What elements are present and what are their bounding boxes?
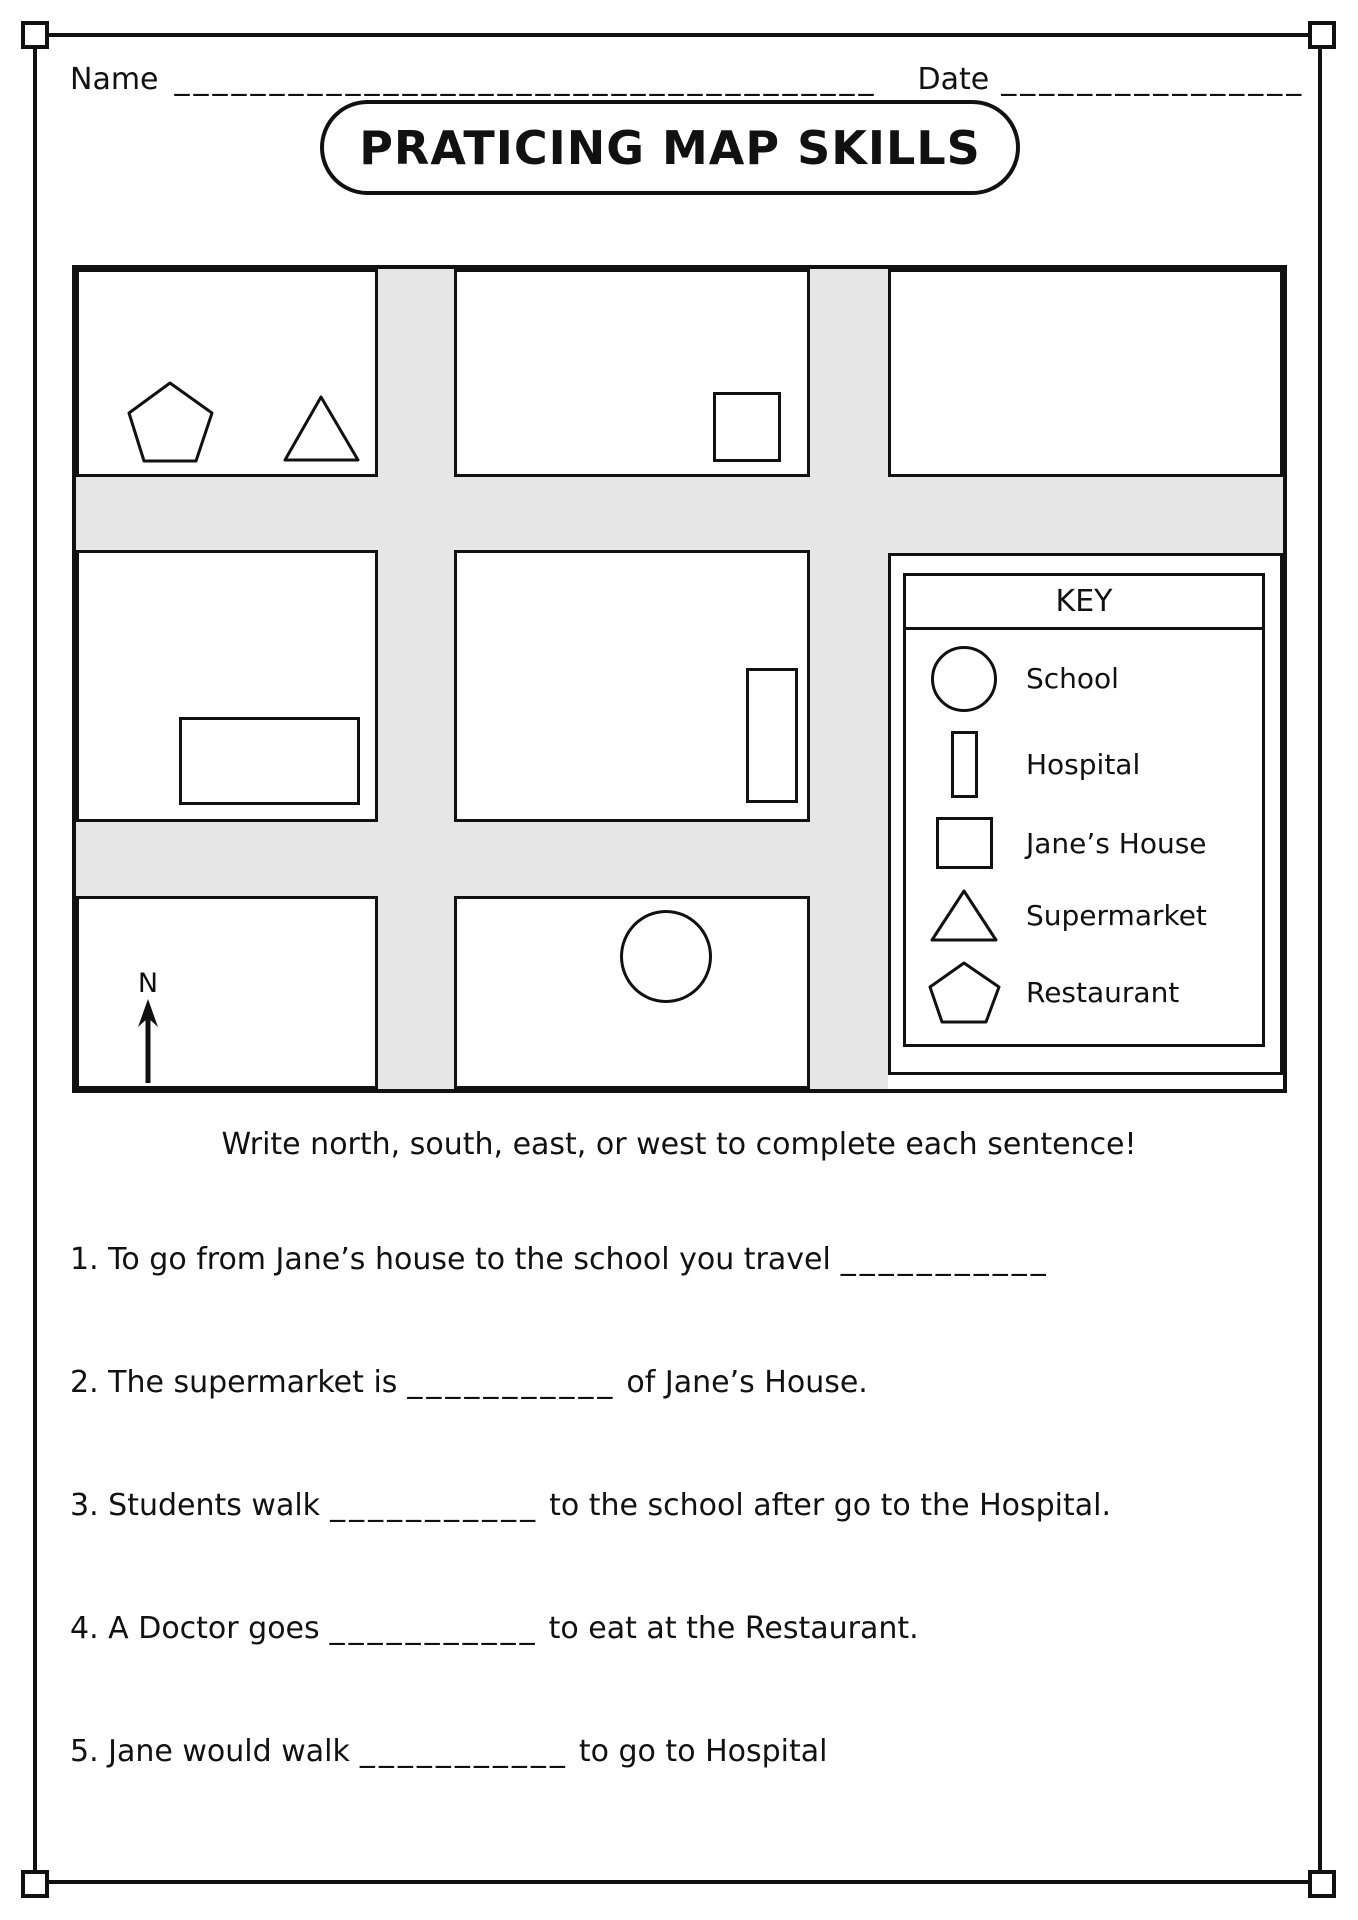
question-text: 5. Jane would walk: [70, 1734, 350, 1769]
north-label: N: [137, 968, 159, 999]
map-margin-below-key: [888, 1075, 1283, 1089]
frame-corner-square: [1308, 21, 1336, 49]
name-blank-line: _____________________________________: [174, 62, 878, 97]
key-item-janes-house: [906, 817, 1262, 869]
key-item-label: Jane’s House: [1026, 826, 1207, 860]
answer-blank-line: ___________: [329, 1611, 539, 1646]
key-items: [906, 630, 1262, 1044]
janes-house-square-symbol: [713, 392, 781, 462]
key-item-restaurant: [906, 961, 1262, 1024]
instruction-text: Write north, south, east, or west to complete each sentence!: [221, 1127, 1137, 1162]
question-2: [70, 1365, 868, 1400]
question-text: to go to Hospital: [578, 1734, 828, 1769]
key-item-supermarket: [906, 889, 1262, 942]
question-text: 2. The supermarket is: [70, 1365, 398, 1400]
answer-blank-line: ___________: [359, 1734, 569, 1769]
key-item-label: Hospital: [1026, 748, 1141, 782]
north-arrow-icon: [136, 999, 160, 1085]
question-4: [70, 1611, 919, 1646]
building-rectangle-symbol: [179, 717, 360, 805]
question-text: of Jane’s House.: [626, 1365, 868, 1400]
name-label: Name: [70, 62, 159, 97]
worksheet-title-box: [320, 100, 1020, 195]
question-text: 1. To go from Jane’s house to the school you travel: [70, 1242, 831, 1277]
answer-blank-line: ___________: [407, 1365, 617, 1400]
frame-corner-square: [21, 1870, 49, 1898]
hospital-rectangle-symbol: [746, 668, 798, 803]
school-circle-icon: [906, 646, 1010, 712]
key-item-label: Restaurant: [1026, 976, 1180, 1010]
restaurant-pentagon-symbol: [127, 381, 214, 463]
date-blank-line: ________________: [1001, 62, 1306, 97]
question-text: 4. A Doctor goes: [70, 1611, 320, 1646]
key-item-school: [906, 646, 1262, 712]
key-title: KEY: [906, 576, 1262, 630]
key-item-hospital: [906, 731, 1262, 798]
key-item-label: School: [1026, 662, 1119, 696]
worksheet-title: PRATICING MAP SKILLS: [359, 120, 981, 175]
supermarket-triangle-icon: [906, 889, 1010, 942]
map-block-top-right: [888, 269, 1283, 477]
key-item-label: Supermarket: [1026, 898, 1207, 932]
question-3: [70, 1488, 1111, 1523]
date-label: Date: [917, 62, 990, 97]
question-text: 3. Students walk: [70, 1488, 321, 1523]
map-key: [903, 573, 1265, 1047]
question-text: to eat at the Restaurant.: [548, 1611, 919, 1646]
hospital-rectangle-icon: [906, 731, 1010, 798]
supermarket-triangle-symbol: [283, 395, 360, 462]
janes-house-square-icon: [906, 817, 1010, 869]
name-date-row: [70, 62, 1306, 97]
city-map: [72, 265, 1287, 1093]
compass-north: [123, 969, 173, 1091]
restaurant-pentagon-icon: [906, 961, 1010, 1024]
frame-corner-square: [21, 21, 49, 49]
question-text: to the school after go to the Hospital.: [549, 1488, 1112, 1523]
question-1: [70, 1242, 1060, 1277]
map-block-bottom-left: [76, 896, 378, 1089]
answer-blank-line: ___________: [840, 1242, 1050, 1277]
school-circle-symbol: [620, 910, 712, 1003]
question-5: [70, 1734, 828, 1769]
frame-corner-square: [1308, 1870, 1336, 1898]
answer-blank-line: ___________: [330, 1488, 540, 1523]
